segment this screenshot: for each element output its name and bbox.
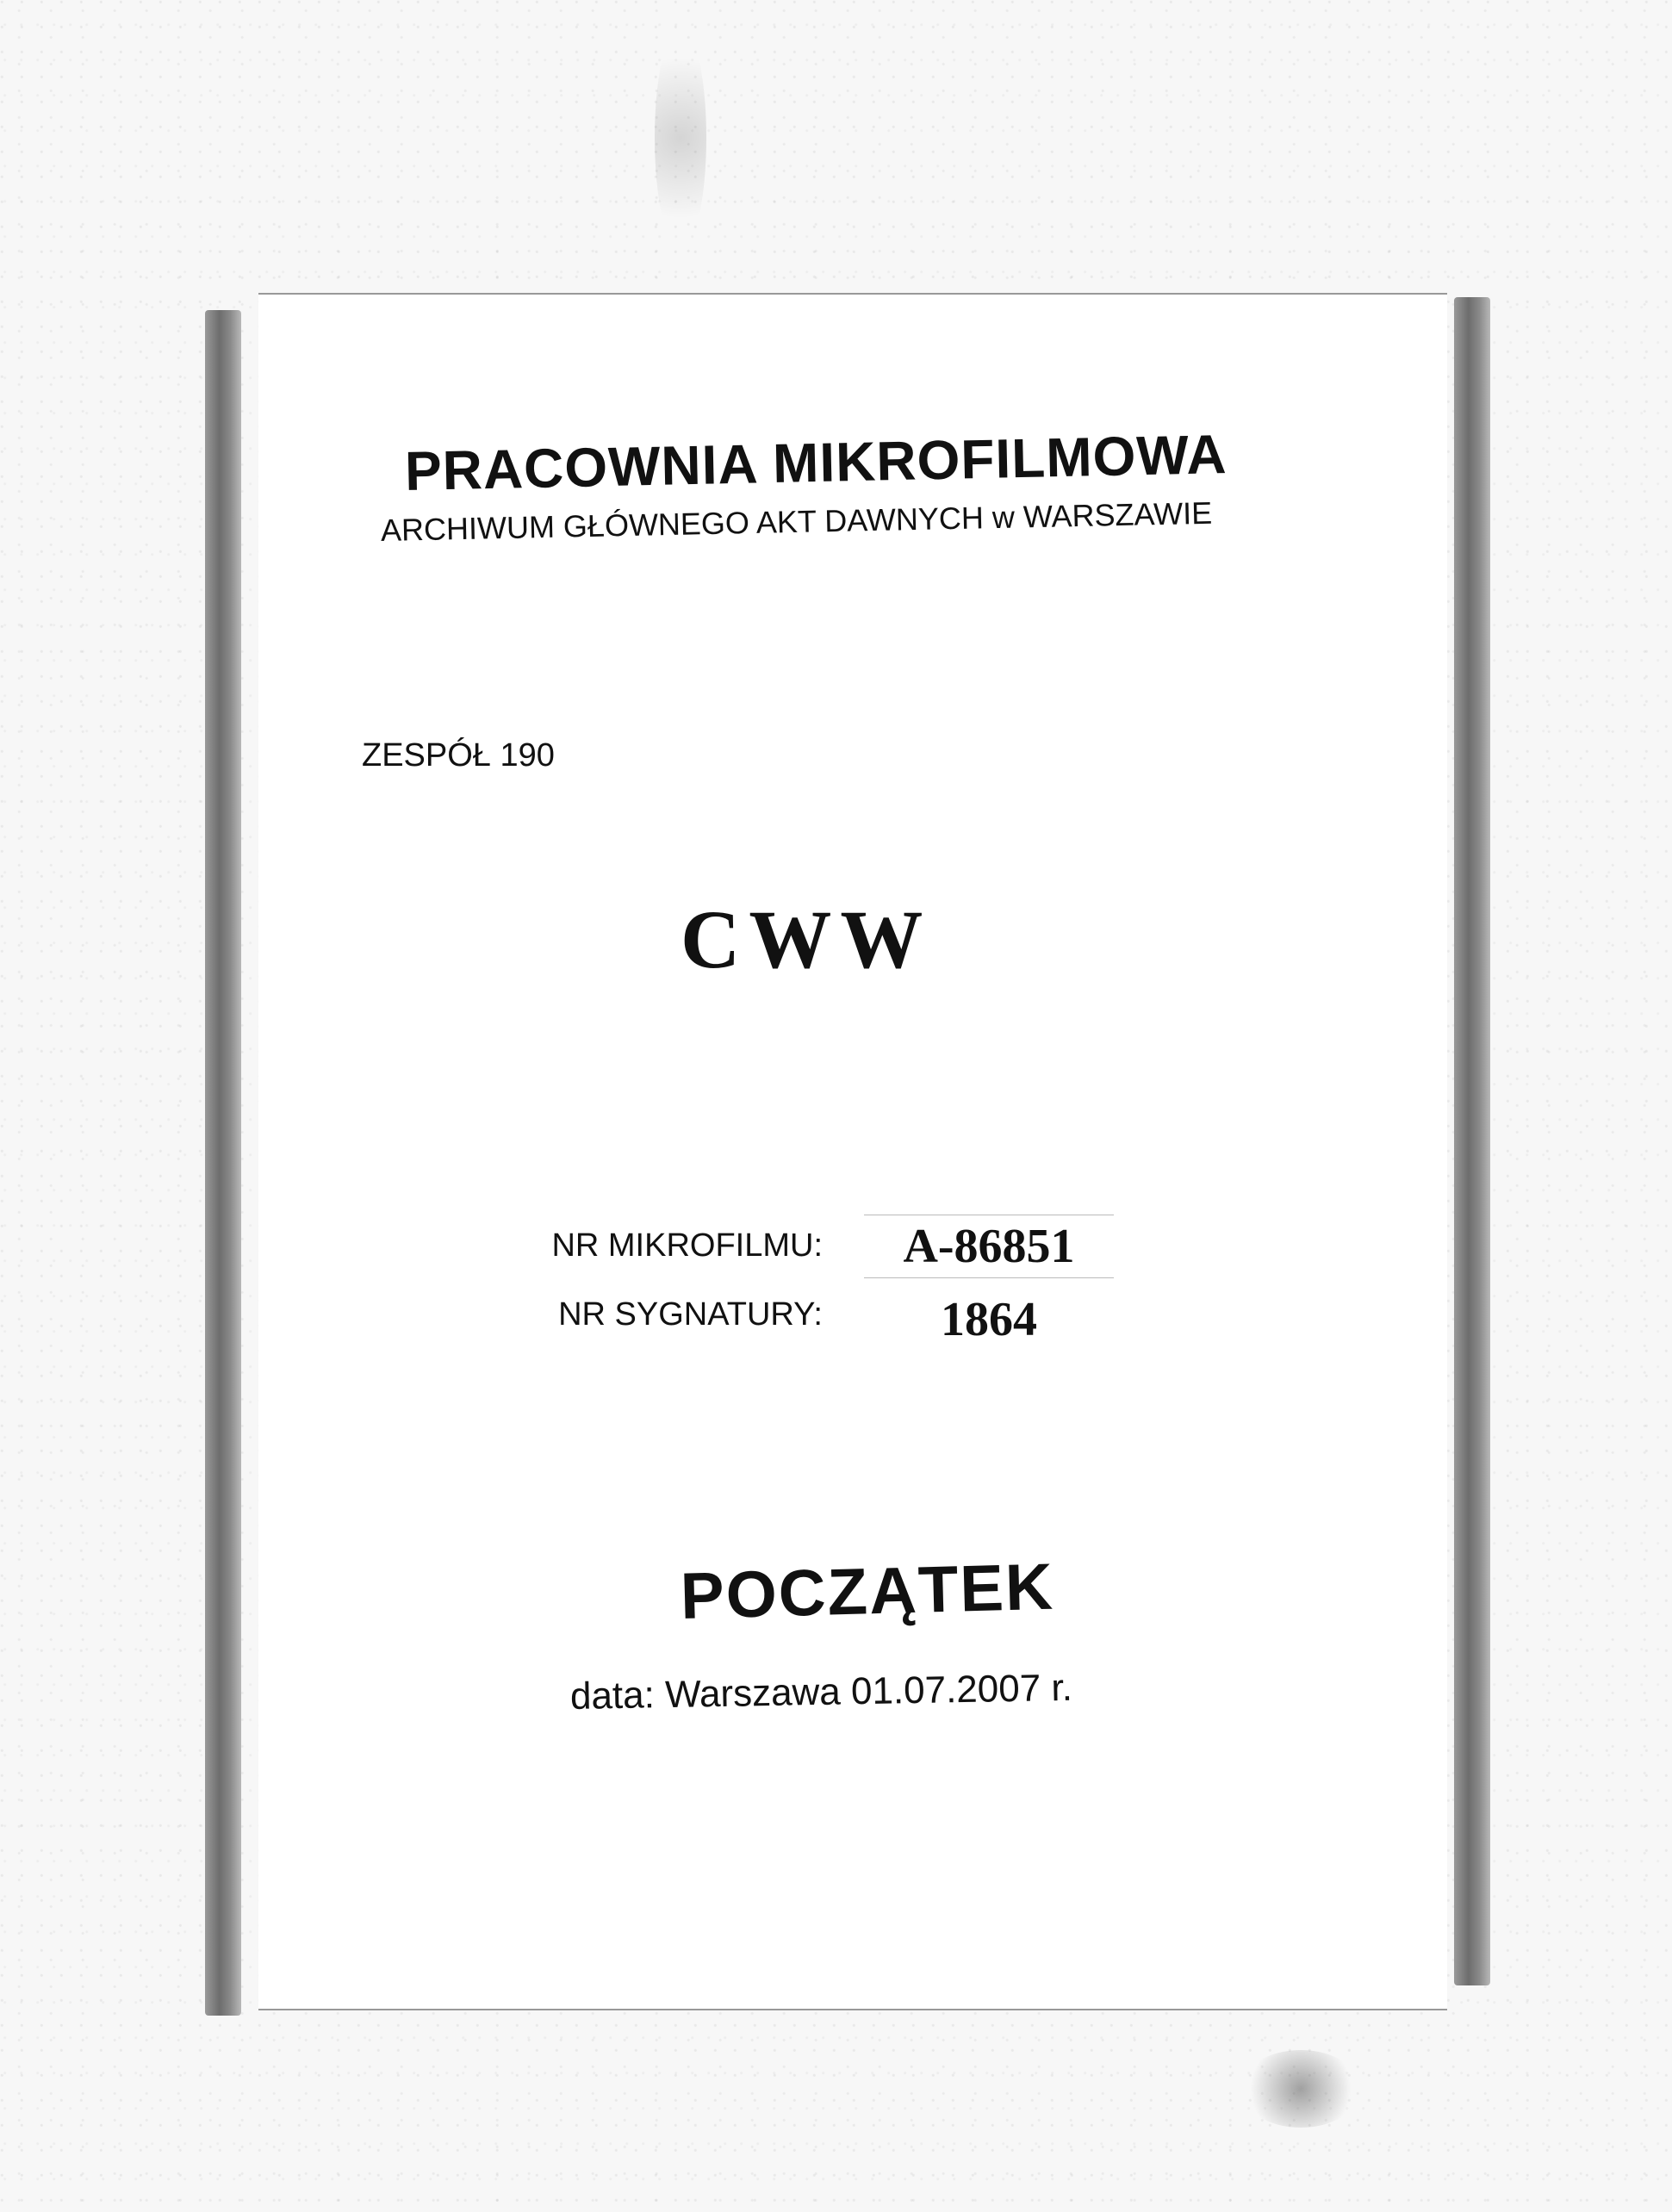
institution-title: PRACOWNIA MIKROFILMOWA (404, 423, 1228, 502)
scan-smudge (655, 26, 706, 250)
collection-code: CWW (681, 893, 932, 985)
fonds-number: ZESPÓŁ 190 (362, 737, 555, 774)
status-heading: POCZĄTEK (679, 1550, 1055, 1633)
signature-number-label: NR SYGNATURY: (558, 1296, 823, 1333)
microfilm-number-value: A-86851 (864, 1215, 1114, 1278)
signature-number-value: 1864 (941, 1293, 1037, 1346)
document-sheet (258, 293, 1447, 2010)
date-line: data: Warszawa 01.07.2007 r. (569, 1666, 1073, 1718)
film-edge-left (205, 310, 241, 2016)
institution-subtitle: ARCHIWUM GŁÓWNEGO AKT DAWNYCH w WARSZAWIE (380, 494, 1213, 548)
microfilm-number-label: NR MIKROFILMU: (551, 1227, 823, 1264)
scan-smudge (1240, 2050, 1361, 2128)
film-edge-right (1454, 297, 1490, 1985)
